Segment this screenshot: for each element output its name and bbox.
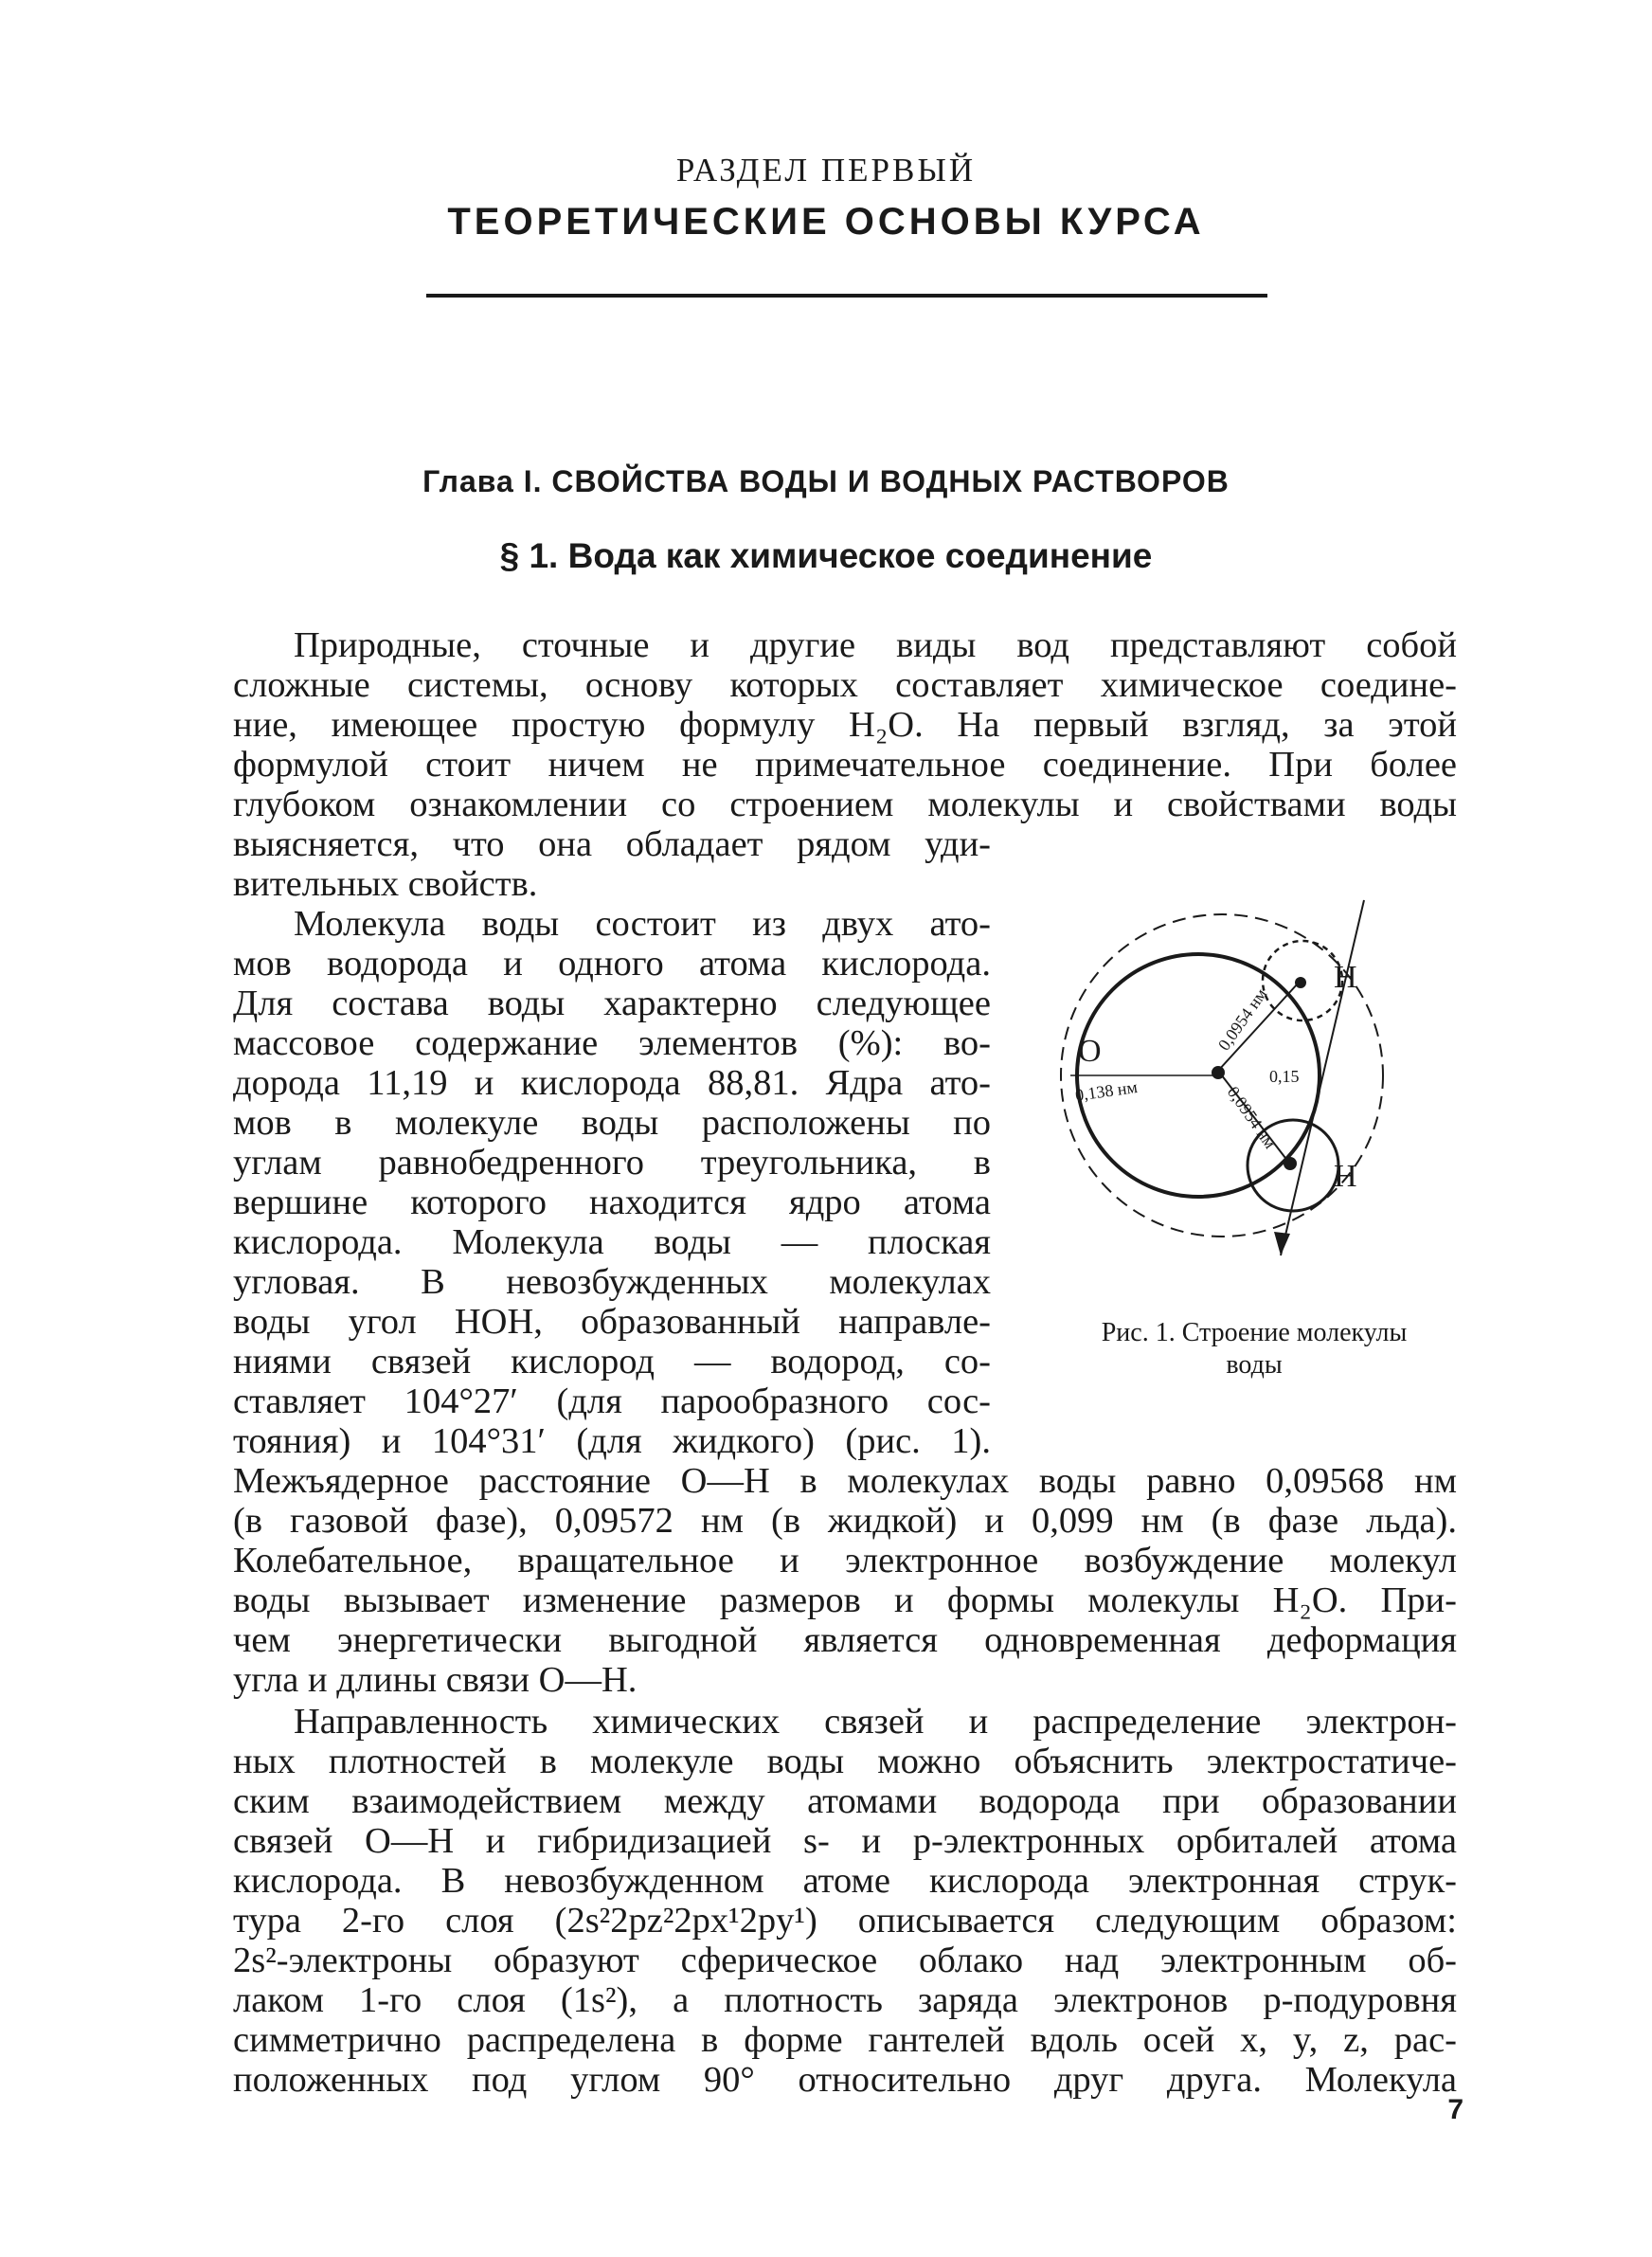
text-line: сложные системы, основу которых составляет химическое соедине- — [233, 665, 1457, 705]
text-line: ским взаимодействием между атомами водорода при образовании — [233, 1781, 1457, 1821]
text-line: Природные, сточные и другие виды вод представляют собой — [294, 625, 1457, 665]
label-oxygen: O — [1078, 1034, 1102, 1069]
text-line: ных плотностей в молекуле воды можно объяснить электростатиче- — [233, 1742, 1457, 1781]
label-oxygen-radius: 0,138 нм — [1073, 1076, 1139, 1105]
section-title: ТЕОРЕТИЧЕСКИЕ ОСНОВЫ КУРСА — [447, 201, 1205, 243]
water-molecule-diagram — [1032, 881, 1476, 1298]
text-line: положенных под углом 90° относительно друг друга. Молекула — [233, 2060, 1457, 2100]
figure-caption: Рис. 1. Строение молекулы — [1101, 1318, 1408, 1347]
text-line: ставляет 104°27′ (для парообразного сос- — [233, 1381, 991, 1421]
label-hydrogen-lower: H — [1334, 1159, 1357, 1194]
title-rule — [426, 294, 1267, 298]
text-line: Межъядерное расстояние O—H в молекулах воды равно 0,09568 нм — [233, 1461, 1457, 1501]
text-line: лаком 1-го слоя (1s²), а плотность заряда электронов p-подуровня — [233, 1980, 1457, 2020]
text-line: чем энергетически выгодной является одновременная деформация — [233, 1620, 1457, 1660]
text-line: массовое содержание элементов (%): во- — [233, 1023, 991, 1063]
text-line: кислорода. В невозбужденном атоме кислорода электронная струк- — [233, 1861, 1457, 1901]
text-line: выясняется, что она обладает рядом уди- — [233, 824, 991, 864]
text-line: мов водорода и одного атома кислорода. — [233, 944, 991, 984]
text-line: углам равнобедренного треугольника, в — [233, 1143, 991, 1183]
text-line: угловая. В невозбужденных молекулах — [233, 1262, 991, 1302]
label-bond-upper: 0,0954 нм — [1213, 984, 1271, 1055]
text-line: воды угол HOH, образованный направле- — [233, 1302, 991, 1342]
text-line: вершине которого находится ядро атома — [233, 1183, 991, 1222]
hydrogen-nucleus-lower — [1284, 1157, 1297, 1170]
text-line: ние, имеющее простую формулу H₂O. На первый взгляд, за этой — [233, 705, 1457, 745]
text-line: дорода 11,19 и кислорода 88,81. Ядра ато- — [233, 1063, 991, 1103]
text-line: мов в молекуле воды расположены по — [233, 1103, 991, 1143]
text-line: Для состава воды характерно следующее — [233, 984, 991, 1023]
label-hydrogen-upper: H — [1334, 960, 1357, 995]
text-line: (в газовой фазе), 0,09572 нм (в жидкой) и 0,099 нм (в фазе льда). — [233, 1501, 1457, 1541]
text-line: связей O—H и гибридизацией s- и p-электронных орбиталей атома — [233, 1821, 1457, 1861]
chapter-title: Глава I. СВОЙСТВА ВОДЫ И ВОДНЫХ РАСТВОРОВ — [422, 464, 1230, 498]
text-line: угла и длины связи O—H. — [233, 1660, 637, 1700]
paragraph-heading: § 1. Вода как химическое соединение — [499, 536, 1153, 575]
page-number: 7 — [1447, 2094, 1463, 2125]
hydrogen-nucleus-upper — [1295, 977, 1306, 988]
text-line: Молекула воды состоит из двух ато- — [294, 904, 991, 944]
text-line: Направленность химических связей и распределение электрон- — [294, 1702, 1457, 1742]
text-line: вительных свойств. — [233, 864, 538, 904]
oxygen-nucleus — [1212, 1066, 1225, 1079]
text-line: тояния) и 104°31′ (для жидкого) (рис. 1). — [233, 1421, 991, 1461]
text-line: формулой стоит ничем не примечательное соединение. При более — [233, 745, 1457, 785]
text-line: кислорода. Молекула воды — плоская — [233, 1222, 991, 1262]
text-line: ниями связей кислород — водород, со- — [233, 1342, 991, 1381]
section-label: РАЗДЕЛ ПЕРВЫЙ — [675, 152, 977, 189]
arrow-head — [1274, 1232, 1290, 1255]
label-bond-lower: 0,0954 нм — [1223, 1082, 1281, 1152]
text-line: Колебательное, вращательное и электронное возбуждение молекул — [233, 1541, 1457, 1580]
text-line: тура 2-го слоя (2s²2pz²2px¹2py¹) описывается следующим образом: — [233, 1901, 1457, 1941]
text-line: воды вызывает изменение размеров и формы молекулы H₂O. При- — [233, 1580, 1457, 1620]
text-line: глубоком ознакомлении со строением молекулы и свойствами воды — [233, 785, 1457, 824]
label-hydrogen-radius: 0,15 — [1269, 1067, 1300, 1086]
figure-caption-line2: воды — [1226, 1350, 1283, 1380]
text-line: симметрично распределена в форме гантелей вдоль осей x, y, z, рас- — [233, 2020, 1457, 2060]
text-line: 2s²-электроны образуют сферическое облако над электронным об- — [233, 1941, 1457, 1980]
